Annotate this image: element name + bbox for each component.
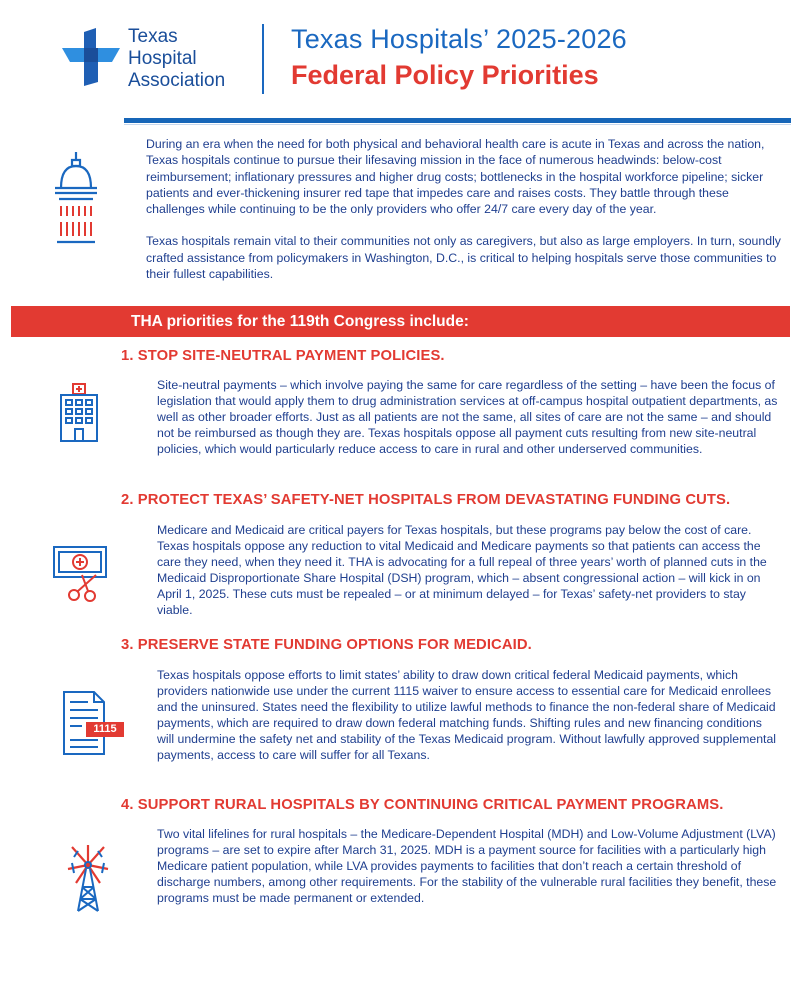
- intro-paragraph-2: Texas hospitals remain vital to their communities not only as caregivers, but also as large employers. In turn, soundly crafted assistance from policymakers in Washington, D.C., is critical to helping hospitals serve those communities to their fullest capabilities.: [146, 234, 781, 282]
- tha-logo-icon: [62, 28, 120, 86]
- intro-paragraph-1: During an era when the need for both physical and behavioral health care is acute in Texas and across the nation, Texas hospitals continue to pursue their lifesaving mission in the face of numerous headwinds: below-cost reimbursement; inflationary pressures and higher drug costs; bottlenecks in the hospital workforce pipeline; sicker patients and ever-thickening insurer red tape that impedes care and raises costs. They battle through these challenges while continuing to be the only providers who offer 24/7 care every day of the year.: [146, 137, 765, 217]
- windmill-icon: [64, 843, 112, 913]
- priorities-banner: [11, 306, 790, 337]
- intro-text: [146, 136, 782, 298]
- header-rule-shadow: [124, 124, 791, 125]
- hospital-building-icon: [55, 383, 103, 443]
- page-title-line-1: Texas Hospitals’ 2025-2026: [291, 24, 627, 54]
- section-2-body: Medicare and Medicaid are critical payers for Texas hospitals, but these programs pay below the cost of care. Texas hospitals oppose any reduction to vital Medicaid and Medicare payments so that patients can access the care they need, when they need it. THA is advocating for a full repeal of three years’ worth of planned cuts in the Medicaid Disproportionate Share Hospital (DSH) program, which – absent congressional action – will kick in on April 1, 2025. These cuts must be repealed – or at minimum delayed – for Texas’ safety-net providers to stay viable.: [157, 523, 767, 618]
- header-divider: [262, 24, 264, 94]
- logo-line-1: Texas: [128, 26, 178, 47]
- section-2-heading: 2. PROTECT TEXAS’ SAFETY-NET HOSPITALS FROM DEVASTATING FUNDING CUTS.: [121, 492, 731, 508]
- priorities-banner-text: THA priorities for the 119th Congress include:: [131, 313, 469, 330]
- logo-line-3: Association: [128, 70, 226, 91]
- section-4-heading: 4. SUPPORT RURAL HOSPITALS BY CONTINUING CRITICAL PAYMENT PROGRAMS.: [121, 797, 724, 813]
- cut-money-icon: [52, 545, 108, 605]
- header-rule: [124, 118, 791, 123]
- waiver-document-icon: [62, 690, 126, 756]
- capitol-dome-icon: [53, 150, 99, 250]
- section-3-body: Texas hospitals oppose efforts to limit states’ ability to draw down critical federal Medicaid payments, which providers nationwide use under the current 1115 waiver to ensure access to essential care for Medicaid enrollees and the uninsured. States need the flexibility to utilize lawful methods to finance the non-federal share of Medicaid payments, which are required to draw down federal matching funds. Shifting rules and new financing conditions will undermine the safety net and stability of the Texas Medicaid program. Without lawfully approved supplemental payments, access to care will suffer for all Texans.: [157, 668, 777, 763]
- page-title-line-2: Federal Policy Priorities: [291, 60, 599, 90]
- waiver-1115-label: 1115: [86, 722, 124, 737]
- logo-wordmark: [128, 26, 225, 92]
- section-3-heading: 3. PRESERVE STATE FUNDING OPTIONS FOR MEDICAID.: [121, 637, 532, 653]
- logo-line-2: Hospital: [128, 48, 197, 69]
- section-1-body: Site-neutral payments – which involve paying the same for care regardless of the setting – have been the focus of legislation that would apply them to drug administration services at off-campus hospital outpatient departments, as well as other broader efforts. Just as all patients are not the same, all sites of care are not the same – and should not be reimbursed as though they are. Texas hospitals oppose all payment cuts resulting from new site-neutral policies, which would particularly reduce access to care in rural and other underserved communities.: [157, 378, 778, 457]
- section-1-heading: 1. STOP SITE-NEUTRAL PAYMENT POLICIES.: [121, 348, 445, 364]
- section-4-body: Two vital lifelines for rural hospitals – the Medicare-Dependent Hospital (MDH) and Low-Volume Adjustment (LVA) programs – are set to expire after March 31, 2025. MDH is a payment source for facilities with a particularly high Medicare patient population, while LVA provides payments to facilities that don’t reach a certain threshold of discharge numbers, among other requirements. For the stability of the vulnerable rural facilities they benefit, these programs must be made permanent or extended.: [157, 827, 777, 906]
